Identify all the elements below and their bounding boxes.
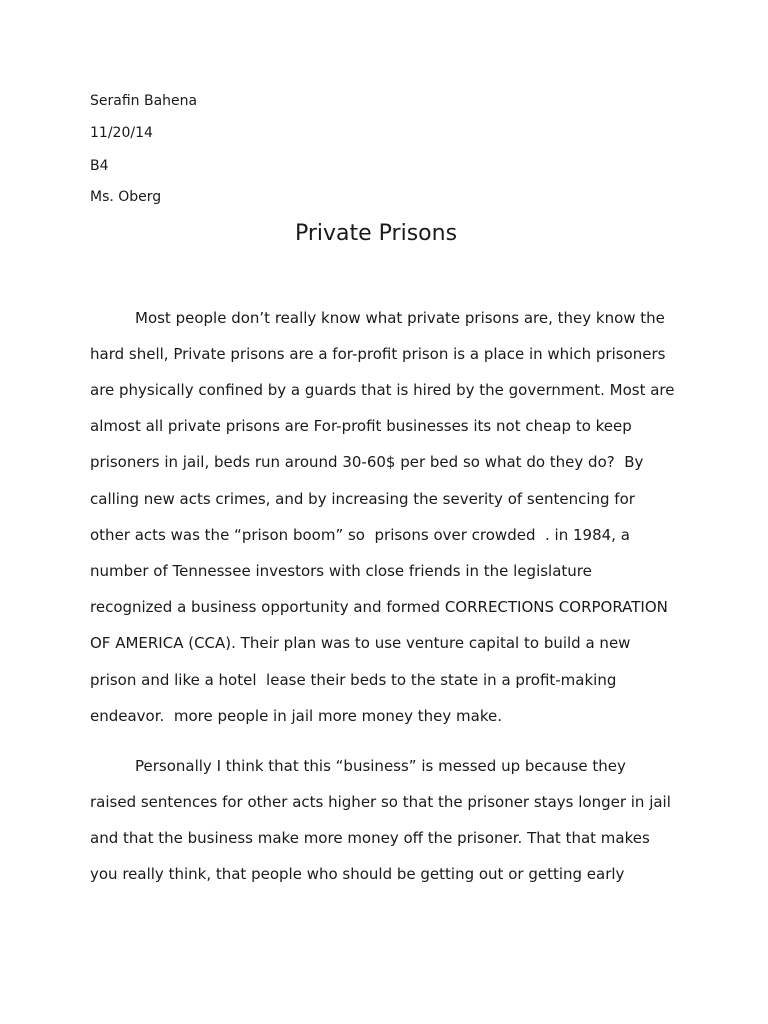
paragraph-line: raised sentences for other acts higher so that the prisoner stays longer in jail	[90, 793, 671, 811]
paragraph-line: prison and like a hotel lease their beds to the state in a profit-making	[90, 671, 617, 689]
teacher-name: Ms. Oberg	[90, 189, 162, 205]
essay-title: Private Prisons	[294, 221, 458, 246]
paragraph-line: hard shell, Private prisons are a for-profit prison is a place in which prisoners	[90, 345, 666, 363]
paragraph-line: recognized a business opportunity and formed CORRECTIONS CORPORATION	[90, 598, 668, 616]
paragraph-line: OF AMERICA (CCA). Their plan was to use venture capital to build a new	[90, 634, 631, 652]
paragraph-line: calling new acts crimes, and by increasing the severity of sentencing for	[90, 490, 635, 508]
paragraph-line: prisoners in jail, beds run around 30-60$ per bed so what do they do? By	[90, 453, 644, 471]
paragraph-line: almost all private prisons are For-profit businesses its not cheap to keep	[90, 417, 632, 435]
paragraph-line: you really think, that people who should be getting out or getting early	[90, 865, 625, 883]
paragraph-line: Most people don’t really know what private prisons are, they know the	[135, 309, 665, 327]
essay-date: 11/20/14	[90, 125, 153, 141]
class-period: B4	[90, 158, 109, 174]
author-name: Serafin Bahena	[90, 93, 198, 109]
paragraph-line: other acts was the “prison boom” so prisons over crowded . in 1984, a	[90, 526, 630, 544]
paragraph-line: are physically confined by a guards that is hired by the government. Most are	[90, 381, 675, 399]
paragraph-line: endeavor. more people in jail more money they make.	[90, 707, 502, 725]
paragraph-line: number of Tennessee investors with close friends in the legislature	[90, 562, 592, 580]
paragraph-line: Personally I think that this “business” is messed up because they	[135, 757, 626, 775]
paragraph-line: and that the business make more money off the prisoner. That that makes	[90, 829, 650, 847]
